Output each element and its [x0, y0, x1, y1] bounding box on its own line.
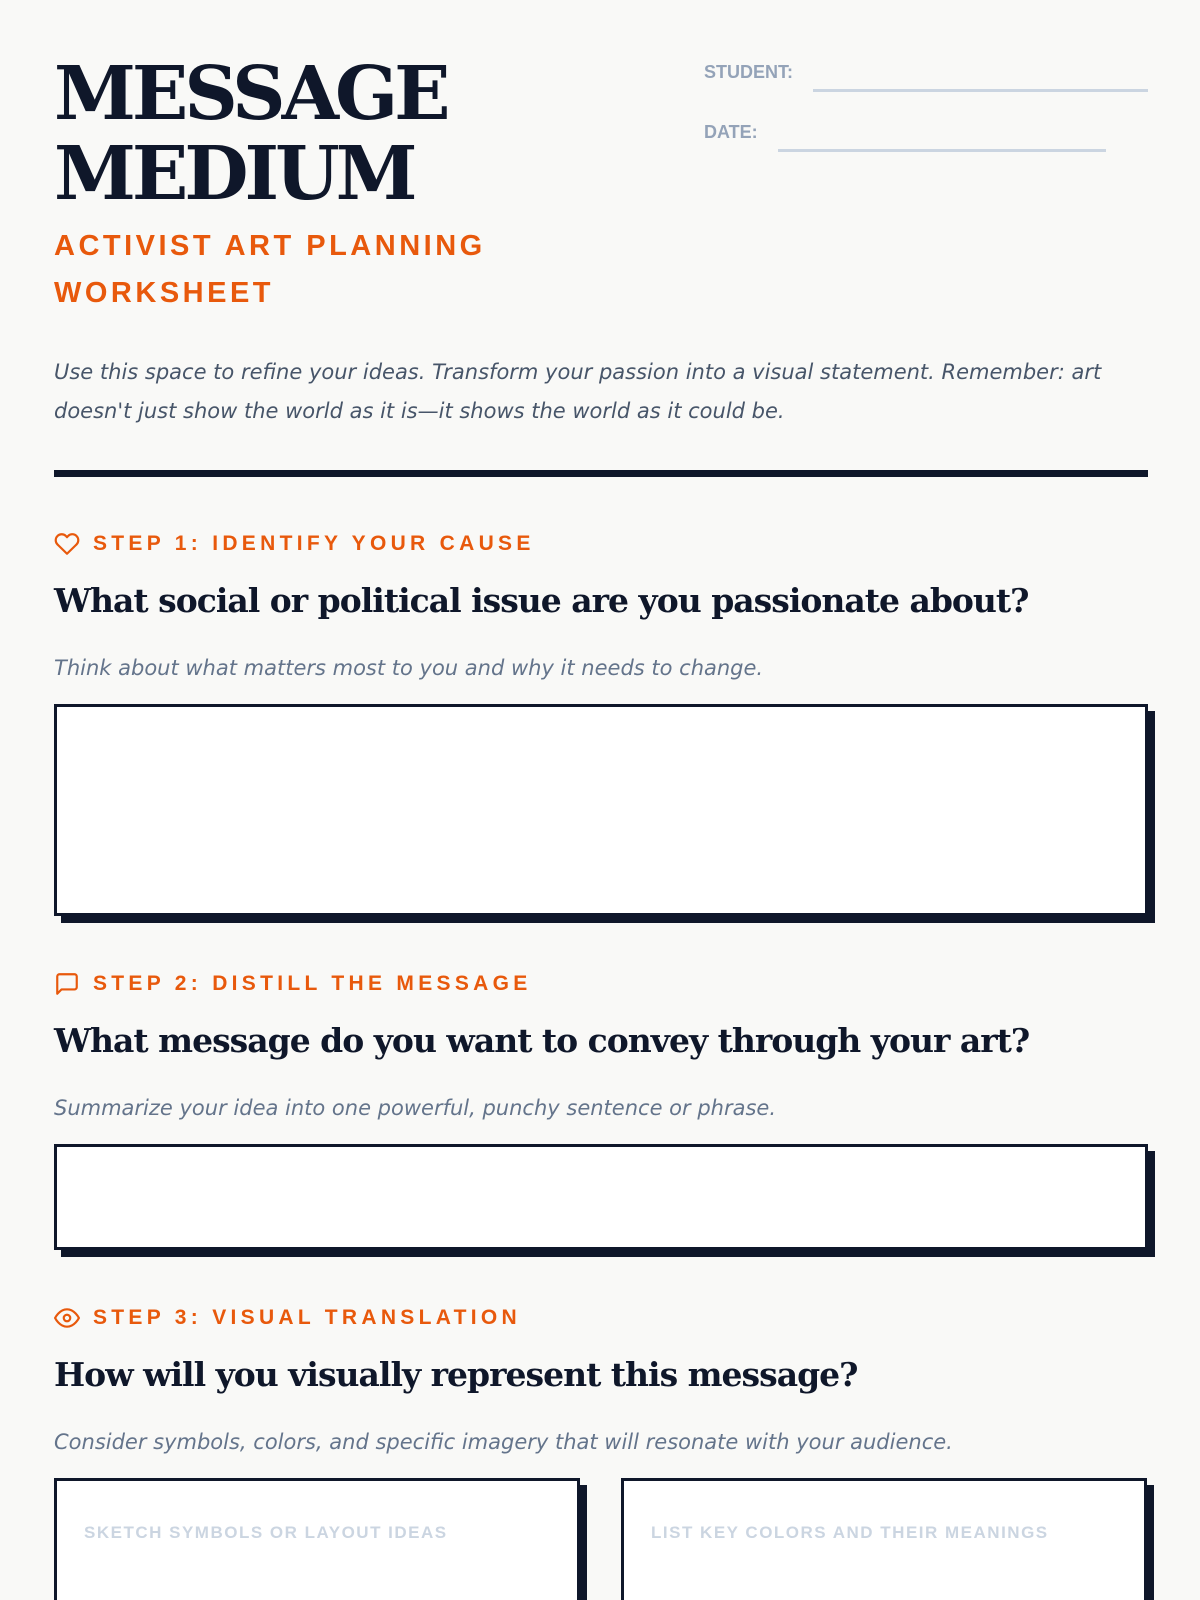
student-name-field[interactable]	[813, 58, 1148, 92]
sketch-box-placeholder: SKETCH SYMBOLS OR LAYOUT IDEAS	[84, 1523, 448, 1542]
title-line-1: MESSAGE	[54, 51, 447, 137]
step-label-text: STEP 1: IDENTIFY YOUR CAUSE	[93, 532, 535, 555]
page-title	[54, 51, 447, 217]
worksheet-page	[54, 0, 1148, 1600]
step-hint: Summarize your idea into one powerful, punchy sentence or phrase.	[54, 1096, 776, 1120]
date-field[interactable]	[778, 118, 1106, 152]
step-hint: Consider symbols, colors, and specific imagery that will resonate with your audience.	[54, 1430, 953, 1454]
date-row	[704, 118, 1106, 156]
colors-box-placeholder: LIST KEY COLORS AND THEIR MEANINGS	[651, 1523, 1049, 1542]
student-row	[704, 58, 1148, 96]
step-question: What social or political issue are you passionate about?	[54, 581, 1029, 620]
intro-text: Use this space to refine your ideas. Transform your passion into a visual statement. Remember: art doesn't just show the world as it is—it shows the world as it could be.	[54, 360, 1102, 423]
step-label	[54, 1304, 521, 1332]
date-label: DATE:	[704, 122, 758, 142]
sketch-box[interactable]	[54, 1478, 580, 1600]
message-square-icon	[54, 971, 80, 997]
step-question: What message do you want to convey through your art?	[54, 1021, 1030, 1060]
step-label	[54, 970, 532, 998]
message-answer-box[interactable]	[54, 1144, 1148, 1250]
colors-box[interactable]	[621, 1478, 1147, 1600]
step-label	[54, 530, 535, 558]
heart-icon	[54, 531, 80, 557]
cause-answer-box[interactable]	[54, 704, 1148, 916]
page-subtitle: ACTIVIST ART PLANNING WORKSHEET	[54, 230, 486, 309]
step-label-text: STEP 2: DISTILL THE MESSAGE	[93, 972, 532, 995]
student-label: STUDENT:	[704, 62, 793, 82]
eye-icon	[54, 1305, 80, 1331]
header-divider	[54, 470, 1148, 477]
step-question: How will you visually represent this message?	[54, 1355, 858, 1394]
step-label-text: STEP 3: VISUAL TRANSLATION	[93, 1306, 521, 1329]
step-hint: Think about what matters most to you and why it needs to change.	[54, 656, 764, 680]
title-line-2: MEDIUM	[54, 131, 414, 217]
